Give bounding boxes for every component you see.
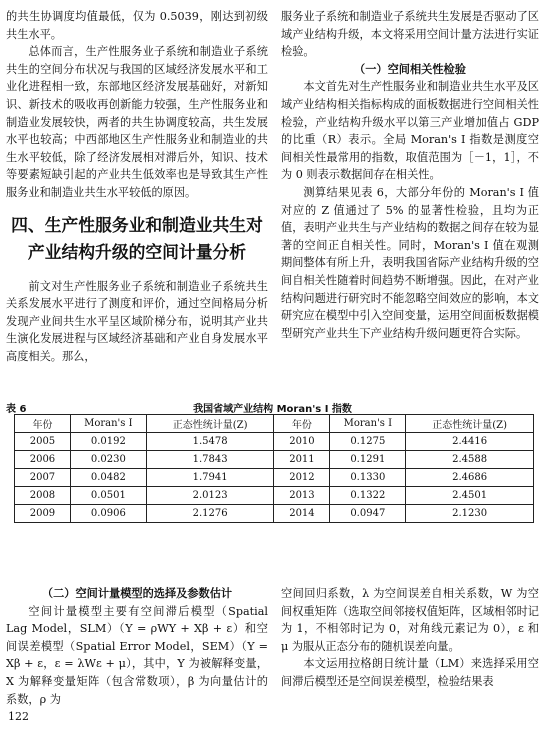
table-cell: 2006 [15, 451, 71, 469]
paragraph: 本文运用拉格朗日统计量（LM）来选择采用空间滞后模型还是空间误差模型，检验结果表 [281, 657, 539, 688]
header-cell: 正态性统计量(Z) [406, 415, 534, 433]
table-cell: 2.0123 [146, 487, 274, 505]
paragraph: 前文对生产性服务业子系统和制造业子系统共生关系发展水平进行了测度和评价，通过空间格局分析发现产业间共生水平呈区域阶梯分布，说明其产业共生演化发展进程与区域经济基础和产业自身发展水平高度相关。那么， [6, 279, 268, 363]
paragraph: 空间回归系数，λ 为空间误差自相关系数，W 为空间权重矩阵（选取空间邻接权值矩阵，区域相邻时记为 1，不相邻时记为 0，对角线元素记为 0），ε 和 μ 为服从正态分布的随机误差向量。 [281, 587, 539, 653]
table-cell: 2010 [274, 433, 330, 451]
table-cell: 2.4416 [406, 433, 534, 451]
left-column [6, 8, 268, 366]
bottom-left-column [6, 585, 268, 708]
paragraph: 空间计量模型主要有空间滞后模型（Spatial Lag Model，SLM）（Y = ρWY + Xβ + ε）和空间误差模型（Spatial Error Model，SEM）（Y = Xβ + ε，ε = λWε + μ），其中，Y 为被解释变量，X 为解释变量矩阵（包含常数项），β 为向量估计的系数，ρ 为 [6, 604, 268, 706]
table-cell: 1.7843 [146, 451, 274, 469]
subsection-heading: （一）空间相关性检验 [354, 61, 466, 76]
table-cell: 2011 [274, 451, 330, 469]
table-cell: 0.0230 [70, 451, 146, 469]
table-number: 表 6 [6, 404, 27, 415]
right-column [281, 8, 539, 342]
table-cell: 0.0947 [330, 505, 406, 523]
paragraph: 总体而言，生产性服务业子系统和制造业子系统共生的空间分布状况与我国的区域经济发展水平和工业化进程相一致，东部地区经济发展基础好，对新知识、新技术的吸收再创新能力较强，生产性服务业和制造业发展较快，两者的共生协调度较高，共生发展水平也较高；中西部地区生产性服务业和制造业的共生水平较低，除了经济发展相对滞后外，知识、技术等要素短缺引起的产业共生低效率也是导致其生产性服务业和制造业共生水平较低的原因。 [6, 45, 268, 199]
header-cell: 年份 [274, 415, 330, 433]
table-cell: 0.1330 [330, 469, 406, 487]
paragraph: 测算结果见表 6，大部分年份的 Moran's I 值对应的 Z 值通过了 5% 的显著性检验，且均为正值，表明产业共生与产业结构的数据之间存在较为显著的空间正自相关性。同时，Moran's I 值在观测期间整体有所上升，表明我国省际产业结构升级的空间自相关性随着时间趋势不断增强。因此，在对产业结构问题进行研究时不能忽略空间效应的影响，本文研究应在模型中引入空间变量，运用空间面板数据模型研究产业共生下产业结构升级问题更符合实际。 [281, 185, 539, 340]
table-cell: 2.4501 [406, 487, 534, 505]
table-cell: 2.4686 [406, 469, 534, 487]
table-cell: 0.0906 [70, 505, 146, 523]
table-row [15, 451, 534, 469]
table-cell: 2005 [15, 433, 71, 451]
header-cell: Moran's I [70, 415, 146, 433]
table-cell: 2008 [15, 487, 71, 505]
table-cell: 2007 [15, 469, 71, 487]
header-cell: Moran's I [330, 415, 406, 433]
table-caption [6, 398, 539, 414]
bottom-right-column [281, 585, 539, 691]
table-cell: 2013 [274, 487, 330, 505]
table-title: 我国省域产业结构 Moran's I 指数 [193, 404, 352, 415]
table-cell: 2.4588 [406, 451, 534, 469]
paragraph: 服务业子系统和制造业子系统共生发展是否驱动了区域产业结构升级，本文将采用空间计量方法进行实证检验。 [281, 10, 539, 59]
paragraph: 本文首先对生产性服务业和制造业共生水平及区域产业结构相关指标构成的面板数据进行空间相关性检验，产业结构升级水平以第三产业增加值占 GDP 的比重（R）表示。全局 Moran's I 指数是测度空间相关性最常用的指数，取值范围为［－1，1］，不为 0 则表示数据间存在相关性。 [281, 80, 539, 182]
table-cell: 0.1322 [330, 487, 406, 505]
table-row [15, 487, 534, 505]
table-cell: 0.1291 [330, 451, 406, 469]
moran-table [14, 414, 534, 523]
table-cell: 0.0192 [70, 433, 146, 451]
table-row [15, 505, 534, 523]
table-cell: 1.7941 [146, 469, 274, 487]
paragraph: 的共生协调度均值最低，仅为 0.5039，刚达到初级共生水平。 [6, 10, 268, 41]
table-row [15, 469, 534, 487]
table-row [15, 433, 534, 451]
table-6 [6, 398, 539, 523]
table-cell: 2014 [274, 505, 330, 523]
section-heading: 四、生产性服务业和制造业共生对产业结构升级的空间计量分析 [11, 214, 263, 262]
header-cell: 正态性统计量(Z) [146, 415, 274, 433]
table-header-row [15, 415, 534, 433]
table-cell: 2.1230 [406, 505, 534, 523]
header-cell: 年份 [15, 415, 71, 433]
page-number: 122 [8, 710, 29, 723]
table-cell: 2009 [15, 505, 71, 523]
table-cell: 2012 [274, 469, 330, 487]
table-cell: 0.0501 [70, 487, 146, 505]
table-cell: 1.5478 [146, 433, 274, 451]
subsection-heading: （二）空间计量模型的选择及参数估计 [41, 586, 233, 600]
table-cell: 2.1276 [146, 505, 274, 523]
table-cell: 0.1275 [330, 433, 406, 451]
table-cell: 0.0482 [70, 469, 146, 487]
